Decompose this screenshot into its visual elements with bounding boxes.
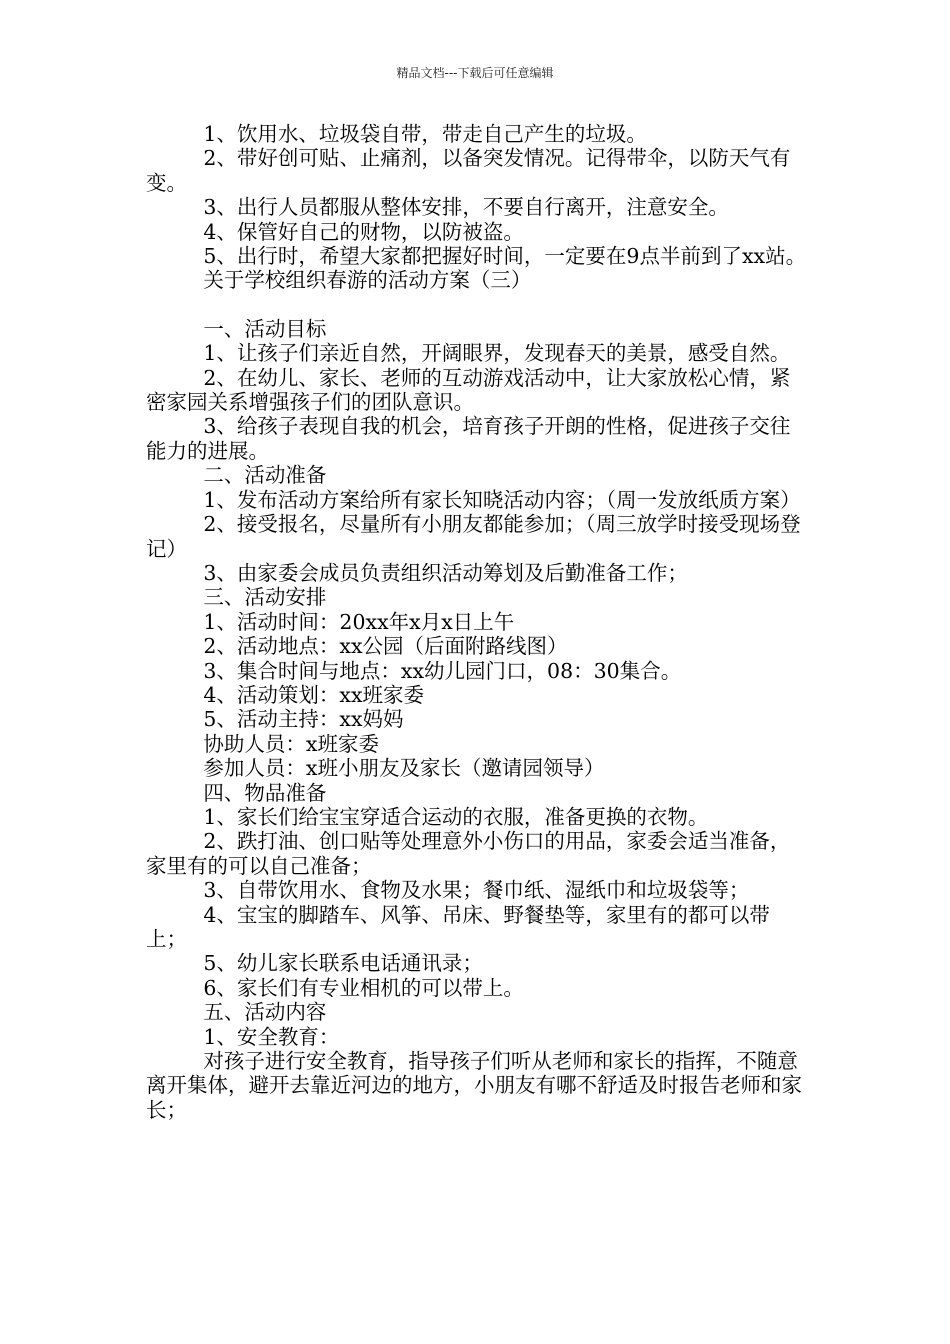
paragraph: 二、活动准备	[203, 463, 327, 488]
paragraph: 5、活动主持：xx妈妈	[203, 707, 404, 732]
paragraph: 3、集合时间与地点：xx幼儿园门口，08：30集合。	[203, 658, 682, 683]
paragraph: 参加人员：x班小朋友及家长（邀请园领导）	[203, 756, 605, 781]
paragraph: 2、在幼儿、家长、老师的互动游戏活动中，让大家放松心情，紧密家园关系增强孩子们的团队意识。	[146, 365, 791, 415]
paragraph: 5、出行时，希望大家都把握好时间，一定要在9点半前到了xx站。	[203, 244, 807, 269]
paragraph: 五、活动内容	[203, 1000, 327, 1025]
paragraph: 4、保管好自己的财物，以防被盗。	[203, 219, 524, 244]
paragraph: 4、活动策划：xx班家委	[203, 682, 425, 707]
paragraph: 2、活动地点：xx公园（后面附路线图）	[203, 634, 568, 659]
paragraph: 关于学校组织春游的活动方案（三）	[203, 268, 532, 293]
paragraph: 5、幼儿家长联系电话通讯录；	[203, 951, 483, 976]
paragraph: 3、自带饮用水、食物及水果；餐巾纸、湿纸巾和垃圾袋等；	[203, 878, 750, 903]
paragraph: 1、活动时间：20xx年x月x日上午	[203, 609, 515, 634]
paragraph: 2、跌打油、创口贴等处理意外小伤口的用品，家委会适当准备，家里有的可以自己准备；	[146, 829, 791, 878]
paragraph: 1、家长们给宝宝穿适合运动的衣服，准备更换的衣物。	[203, 804, 709, 829]
paragraph: 三、活动安排	[203, 585, 327, 610]
document-body	[146, 122, 810, 1122]
paragraph: 一、活动目标	[203, 316, 327, 341]
paragraph: 协助人员：x班家委	[203, 731, 379, 756]
paragraph: 6、家长们有专业相机的可以带上。	[203, 975, 524, 1000]
blank-line	[146, 293, 810, 317]
paragraph: 1、发布活动方案给所有家长知晓活动内容；（周一发放纸质方案）	[203, 487, 801, 512]
paragraph: 3、给孩子表现自我的机会，培育孩子开朗的性格，促进孩子交往能力的进展。	[146, 414, 791, 463]
paragraph: 四、物品准备	[203, 780, 327, 805]
paragraph: 2、带好创可贴、止痛剂，以备突发情况。记得带伞，以防天气有变。	[146, 146, 791, 195]
page-header: 精品文档---下载后可任意编辑	[396, 66, 554, 80]
paragraph: 3、出行人员都服从整体安排，不要自行离开，注意安全。	[203, 195, 729, 220]
paragraph: 4、宝宝的脚踏车、风筝、吊床、野餐垫等，家里有的都可以带上；	[146, 902, 770, 951]
paragraph: 2、接受报名，尽量所有小朋友都能参加；（周三放学时接受现场登记）	[146, 512, 801, 561]
paragraph: 1、饮用水、垃圾袋自带，带走自己产生的垃圾。	[203, 122, 647, 146]
paragraph: 1、让孩子们亲近自然，开阔眼界，发现春天的美景，感受自然。	[203, 341, 791, 366]
paragraph: 1、安全教育：	[203, 1024, 340, 1049]
paragraph: 对孩子进行安全教育，指导孩子们听从老师和家长的指挥，不随意离开集体，避开去靠近河边的地方，小朋友有哪不舒适及时报告老师和家长；	[146, 1049, 802, 1122]
paragraph: 3、由家委会成员负责组织活动筹划及后勤准备工作；	[203, 560, 688, 585]
